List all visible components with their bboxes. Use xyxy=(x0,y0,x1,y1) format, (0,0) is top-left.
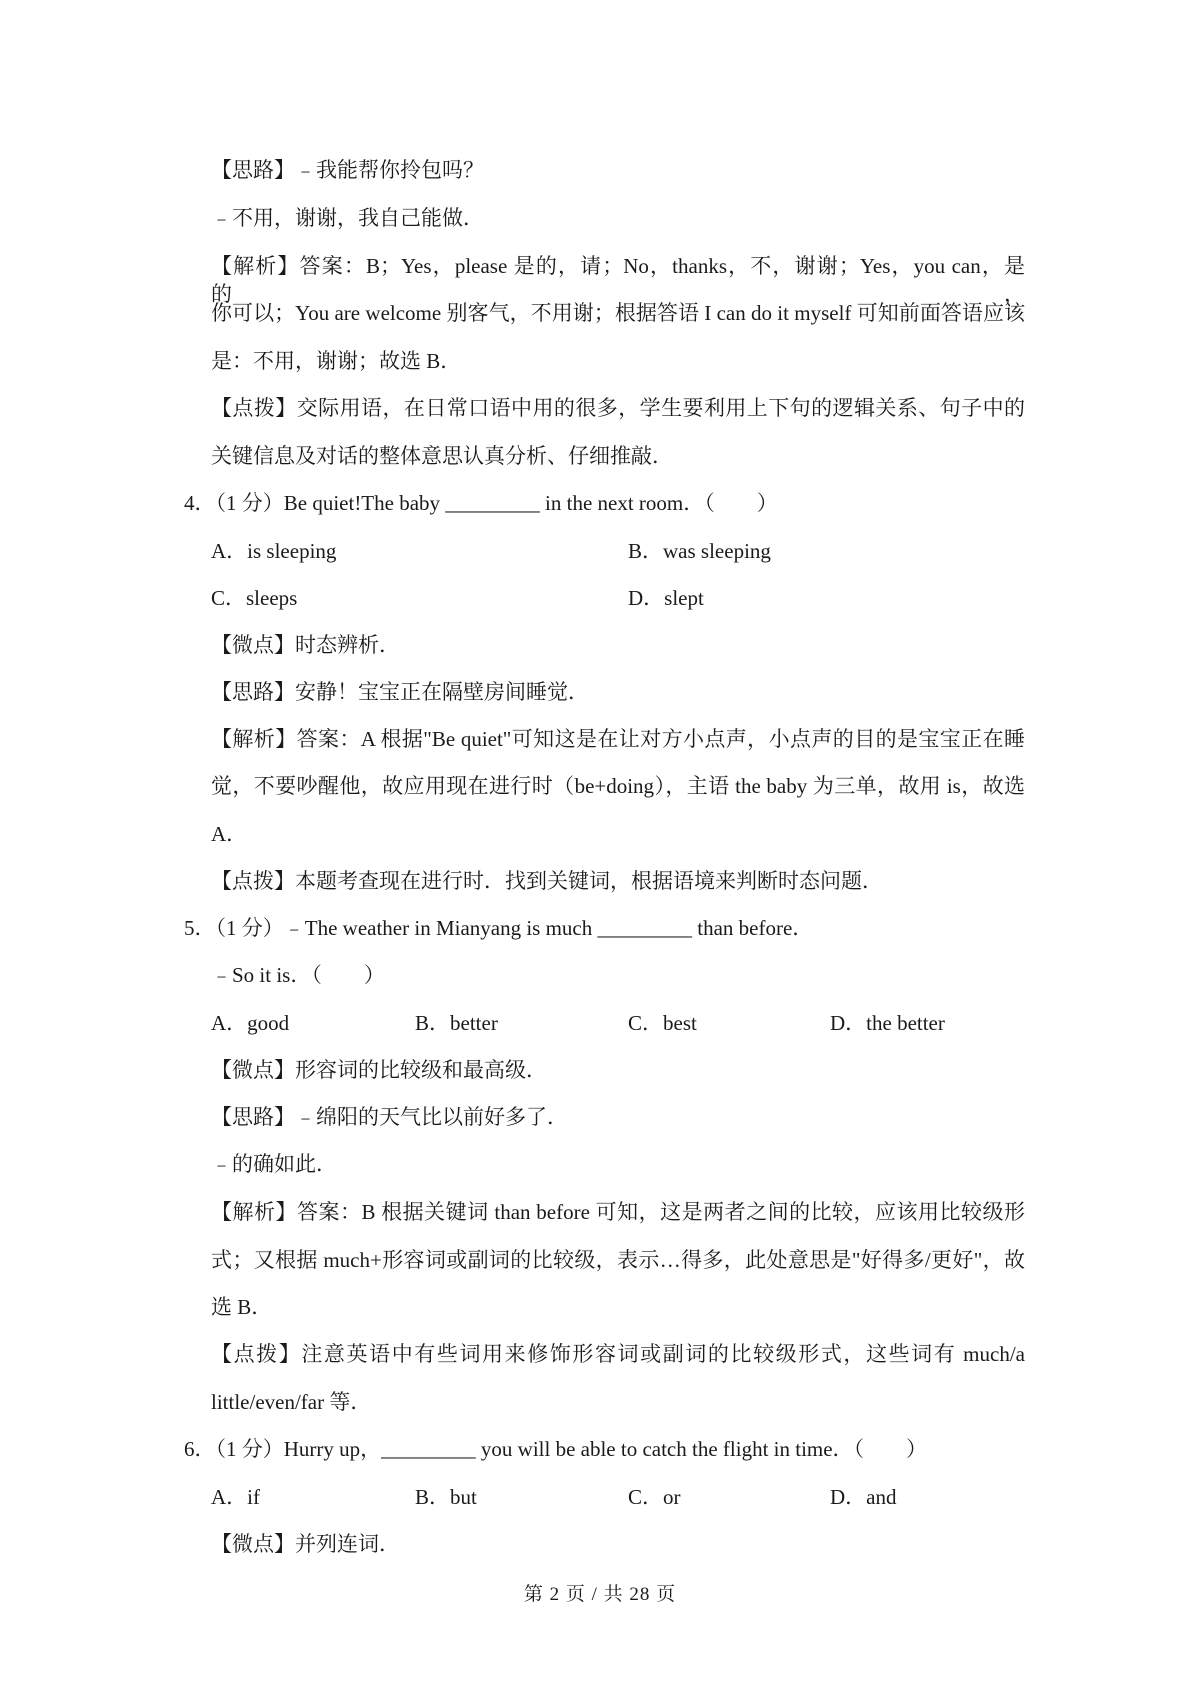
q4-dianbo: 【点拨】本题考查现在进行时．找到关键词，根据语境来判断时态问题． xyxy=(211,869,883,893)
q4-option-c: C．sleeps xyxy=(211,586,298,610)
q6-option-c: C．or xyxy=(628,1485,681,1509)
q5-jiexi-line1: 【解析】答案：B 根据关键词 than before 可知，这是两者之间的比较，应该用比较级形 xyxy=(211,1200,1025,1224)
q3-silu-line1: 【思路】﹣我能帮你拎包吗？ xyxy=(211,158,484,182)
q4-jiexi-line1: 【解析】答案：A 根据"Be quiet"可知这是在让对方小点声，小点声的目的是宝宝正在睡 xyxy=(211,727,1025,751)
q3-dianbo-line2: 关键信息及对话的整体意思认真分析、仔细推敲． xyxy=(211,444,673,468)
q4-option-b: B．was sleeping xyxy=(628,539,771,563)
q3-silu-line2: ﹣不用，谢谢，我自己能做． xyxy=(211,206,484,230)
q6-option-a: A．if xyxy=(211,1485,260,1509)
q6-option-b: B．but xyxy=(415,1485,477,1509)
q3-dianbo-line1: 【点拨】交际用语，在日常口语中用的很多，学生要利用上下句的逻辑关系、句子中的 xyxy=(211,396,1025,420)
q4-weidian: 【微点】时态辨析． xyxy=(211,633,400,657)
q5-silu-line1: 【思路】﹣绵阳的天气比以前好多了． xyxy=(211,1105,568,1129)
q5-stem-reply: ﹣So it is．（ ） xyxy=(211,963,385,987)
q6-weidian: 【微点】并列连词． xyxy=(211,1532,400,1556)
q5-jiexi-line3: 选 B． xyxy=(211,1295,273,1319)
q5-dianbo-line1: 【点拨】注意英语中有些词用来修饰形容词或副词的比较级形式，这些词有 much/a xyxy=(211,1342,1025,1366)
q4-silu: 【思路】安静！宝宝正在隔壁房间睡觉． xyxy=(211,680,589,704)
q5-weidian: 【微点】形容词的比较级和最高级． xyxy=(211,1058,547,1082)
q5-option-b: B．better xyxy=(415,1011,498,1035)
q5-option-a: A．good xyxy=(211,1011,290,1035)
page-footer: 第 2 页 / 共 28 页 xyxy=(523,1584,677,1605)
q6-stem: 6．（1 分）Hurry up，_________ you will be able to catch the flight in time．（ ） xyxy=(184,1437,928,1461)
q4-stem: 4．（1 分）Be quiet!The baby _________ in the next room．（ ） xyxy=(184,491,778,515)
q5-jiexi-line2: 式；又根据 much+形容词或副词的比较级，表示…得多，此处意思是"好得多/更好"，故 xyxy=(211,1248,1025,1272)
q3-jiexi-line3: 是：不用，谢谢；故选 B． xyxy=(211,349,462,373)
q5-option-c: C．best xyxy=(628,1011,697,1035)
q5-option-d: D．the better xyxy=(830,1011,945,1035)
q4-option-a: A．is sleeping xyxy=(211,539,337,563)
q5-stem: 5．（1 分）﹣The weather in Mianyang is much _________ than before． xyxy=(184,916,814,940)
q3-jiexi-line1: 【解析】答案：B；Yes，please 是的，请；No，thanks，不，谢谢；Yes，you can，是的， xyxy=(211,254,1025,306)
q3-jiexi-line2: 你可以；You are welcome 别客气，不用谢；根据答语 I can do it myself 可知前面答语应该 xyxy=(211,301,1025,325)
q4-jiexi-line2: 觉，不要吵醒他，故应用现在进行时（be+doing），主语 the baby 为三单，故用 is，故选 xyxy=(211,774,1025,798)
q5-silu-line2: ﹣的确如此． xyxy=(211,1152,337,1176)
q4-jiexi-line3: A． xyxy=(211,822,248,846)
q4-option-d: D．slept xyxy=(628,586,704,610)
q5-dianbo-line2: little/even/far 等． xyxy=(211,1390,372,1414)
q6-option-d: D．and xyxy=(830,1485,897,1509)
